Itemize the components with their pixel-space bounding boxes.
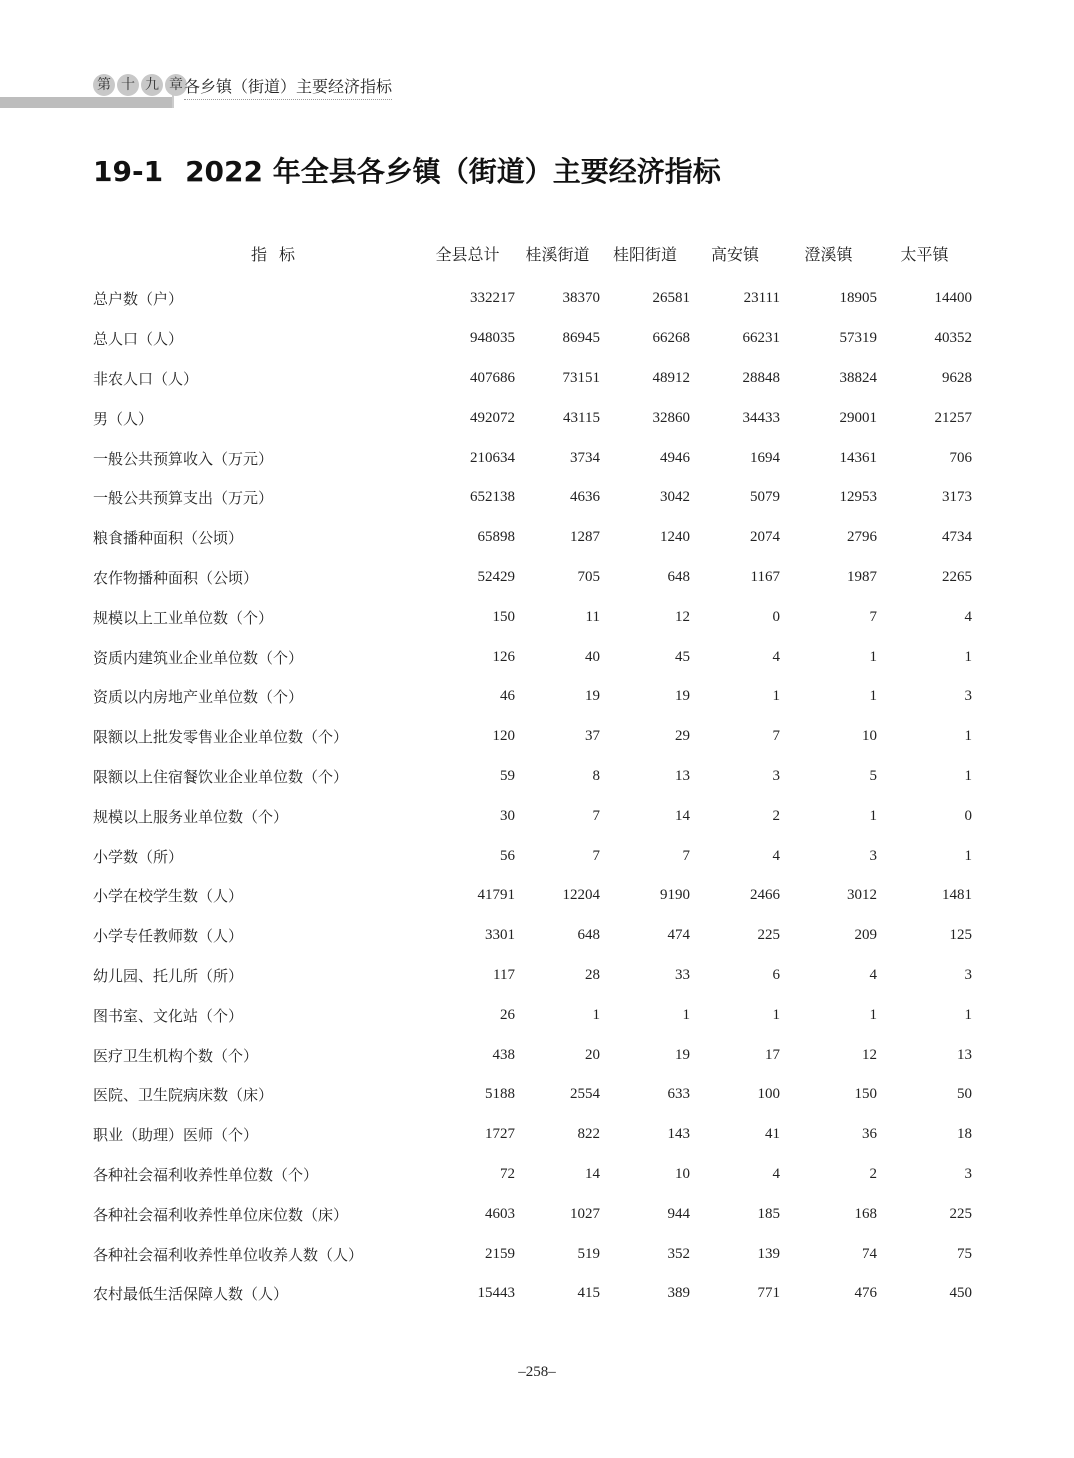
table-row [93, 916, 972, 956]
table-cell: 648 [667, 568, 690, 585]
table-cell: 1240 [660, 529, 690, 546]
table-cell: 6 [772, 966, 780, 983]
table-cell: 26581 [652, 290, 690, 307]
table-cell: 1027 [570, 1205, 600, 1222]
chapter-char: 第 [93, 74, 115, 96]
table-cell: 0 [964, 807, 972, 824]
column-header: 澄溪镇 [804, 244, 853, 264]
table-row [93, 995, 972, 1035]
table-cell: 100 [757, 1086, 780, 1103]
table-cell: 38370 [562, 290, 600, 307]
table-cell: 14 [675, 807, 690, 824]
table-row [93, 518, 972, 558]
table-cell: 19 [675, 1046, 690, 1063]
table-cell: 40 [585, 648, 600, 665]
table-cell: 1987 [847, 568, 877, 585]
table-row [93, 637, 972, 677]
row-label: 小学在校学生数（人） [93, 887, 244, 906]
table-cell: 126 [492, 648, 515, 665]
table-cell: 20 [585, 1046, 600, 1063]
table-cell: 1 [869, 1006, 877, 1023]
table-cell: 1167 [750, 568, 780, 585]
table-cell: 7 [682, 847, 690, 864]
table-cell: 415 [577, 1285, 600, 1302]
table-cell: 41 [765, 1126, 780, 1143]
row-label: 各种社会福利收养性单位收养人数（人） [93, 1245, 364, 1264]
table-row [93, 558, 972, 598]
table-cell: 1 [682, 1006, 690, 1023]
table-cell: 1 [869, 688, 877, 705]
chapter-char: 十 [117, 74, 139, 96]
table-cell: 66268 [652, 330, 690, 347]
table-cell: 225 [949, 1205, 972, 1222]
row-label: 总人口（人） [93, 330, 184, 349]
table-cell: 168 [854, 1205, 877, 1222]
page-number: –258– [518, 1364, 556, 1380]
table-row [93, 398, 972, 438]
table-row [93, 796, 972, 836]
table-cell: 1 [964, 728, 972, 745]
table-cell: 4 [772, 648, 780, 665]
table-cell: 1 [964, 648, 972, 665]
row-label: 粮食播种面积（公顷） [93, 529, 244, 548]
table-cell: 492072 [470, 409, 515, 426]
table-cell: 32860 [652, 409, 690, 426]
row-label: 各种社会福利收养性单位床位数（床） [93, 1205, 349, 1224]
table-cell: 1481 [942, 887, 972, 904]
table-cell: 3734 [570, 449, 600, 466]
table-cell: 143 [667, 1126, 690, 1143]
table-cell: 17 [765, 1046, 780, 1063]
table-cell: 2265 [942, 568, 972, 585]
table-cell: 117 [493, 966, 515, 983]
indicator-table [93, 238, 972, 1314]
table-cell: 1 [772, 1006, 780, 1023]
table-cell: 3 [964, 1165, 972, 1182]
row-label: 职业（助理）医师（个） [93, 1126, 259, 1145]
row-label: 规模以上服务业单位数（个） [93, 807, 289, 826]
table-cell: 2796 [847, 529, 877, 546]
table-cell: 1727 [485, 1126, 515, 1143]
table-cell: 4734 [942, 529, 972, 546]
table-cell: 75 [957, 1245, 972, 1262]
chapter-char: 九 [141, 74, 163, 96]
table-cell: 12204 [562, 887, 600, 904]
table-row [93, 717, 972, 757]
table-cell: 2554 [570, 1086, 600, 1103]
table-cell: 476 [854, 1285, 877, 1302]
running-title: 各乡镇（街道）主要经济指标 [184, 74, 392, 100]
table-cell: 352 [667, 1245, 690, 1262]
chapter-char: 章 [165, 74, 187, 96]
table-cell: 1 [869, 807, 877, 824]
table-number: 19-1 [93, 155, 164, 188]
table-cell: 771 [757, 1285, 780, 1302]
table-cell: 1 [964, 1006, 972, 1023]
table-cell: 3 [772, 767, 780, 784]
row-label: 总户数（户） [93, 290, 184, 309]
table-row [93, 876, 972, 916]
table-cell: 43115 [563, 409, 600, 426]
table-cell: 652138 [470, 489, 515, 506]
table-cell: 9628 [942, 369, 972, 386]
table-row [93, 597, 972, 637]
table-cell: 40352 [934, 330, 972, 347]
row-label: 小学专任教师数（人） [93, 927, 244, 946]
table-cell: 150 [854, 1086, 877, 1103]
table-cell: 209 [854, 927, 877, 944]
table-cell: 3012 [847, 887, 877, 904]
table-cell: 4 [772, 847, 780, 864]
table-cell: 2 [869, 1165, 877, 1182]
table-cell: 1 [772, 688, 780, 705]
row-label: 非农人口（人） [93, 369, 199, 388]
table-cell: 2 [772, 807, 780, 824]
row-label: 限额以上批发零售业企业单位数（个） [93, 728, 349, 747]
table-cell: 450 [949, 1285, 972, 1302]
table-cell: 1 [964, 847, 972, 864]
table-cell: 28848 [742, 369, 780, 386]
table-cell: 59 [500, 767, 515, 784]
table-cell: 65898 [477, 529, 515, 546]
table-cell: 3 [964, 966, 972, 983]
table-cell: 10 [862, 728, 877, 745]
table-cell: 407686 [470, 369, 515, 386]
table-cell: 26 [500, 1006, 515, 1023]
table-cell: 52429 [477, 568, 515, 585]
table-cell: 38824 [839, 369, 877, 386]
column-header: 桂阳街道 [612, 244, 677, 264]
table-cell: 12 [675, 608, 690, 625]
table-cell: 474 [667, 927, 690, 944]
table-cell: 37 [585, 728, 600, 745]
column-header: 全县总计 [435, 244, 500, 264]
column-header: 指标 [250, 244, 307, 264]
table-cell: 48912 [652, 369, 690, 386]
table-row [93, 1075, 972, 1115]
table-cell: 633 [667, 1086, 690, 1103]
table-row [93, 478, 972, 518]
table-cell: 74 [862, 1245, 877, 1262]
table-cell: 1287 [570, 529, 600, 546]
row-label: 资质内建筑业企业单位数（个） [93, 648, 304, 667]
row-label: 医院、卫生院病床数（床） [93, 1086, 274, 1105]
table-cell: 4636 [570, 489, 600, 506]
table-row [93, 1274, 972, 1314]
table-cell: 10 [675, 1165, 690, 1182]
table-cell: 3 [869, 847, 877, 864]
table-cell: 14400 [934, 290, 972, 307]
table-cell: 18905 [839, 290, 877, 307]
table-cell: 185 [757, 1205, 780, 1222]
table-cell: 7 [869, 608, 877, 625]
table-cell: 14361 [839, 449, 877, 466]
column-header: 桂溪街道 [525, 244, 590, 264]
row-label: 一般公共预算支出（万元） [93, 489, 274, 508]
table-cell: 4 [772, 1165, 780, 1182]
table-row [93, 279, 972, 319]
table-cell: 822 [577, 1126, 600, 1143]
table-title: 2022 年全县各乡镇（街道）主要经济指标 [185, 155, 721, 188]
table-cell: 705 [577, 568, 600, 585]
table-cell: 46 [500, 688, 515, 705]
table-cell: 73151 [562, 369, 600, 386]
table-cell: 34433 [742, 409, 780, 426]
table-cell: 7 [772, 728, 780, 745]
table-cell: 33 [675, 966, 690, 983]
table-cell: 5 [869, 767, 877, 784]
table-cell: 5079 [750, 489, 780, 506]
table-cell: 23111 [743, 290, 780, 307]
table-header [93, 238, 972, 268]
column-header: 太平镇 [900, 244, 949, 264]
table-cell: 7 [592, 847, 600, 864]
table-row [93, 319, 972, 359]
table-cell: 12 [862, 1046, 877, 1063]
table-cell: 3301 [485, 927, 515, 944]
table-cell: 120 [492, 728, 515, 745]
table-cell: 4946 [660, 449, 690, 466]
table-cell: 9190 [660, 887, 690, 904]
table-row [93, 1234, 972, 1274]
table-cell: 0 [772, 608, 780, 625]
table-cell: 41791 [477, 887, 515, 904]
column-header: 高安镇 [710, 244, 759, 264]
table-cell: 3042 [660, 489, 690, 506]
table-cell: 3173 [942, 489, 972, 506]
table-cell: 8 [592, 767, 600, 784]
table-row [93, 359, 972, 399]
table-row [93, 1155, 972, 1195]
row-label: 规模以上工业单位数（个） [93, 608, 274, 627]
table-row [93, 836, 972, 876]
table-row [93, 956, 972, 996]
row-label: 图书室、文化站（个） [93, 1006, 244, 1025]
table-cell: 150 [492, 608, 515, 625]
table-cell: 332217 [470, 290, 515, 307]
table-cell: 4603 [485, 1205, 515, 1222]
table-cell: 210634 [470, 449, 515, 466]
table-cell: 5188 [485, 1086, 515, 1103]
table-row [93, 677, 972, 717]
table-cell: 29001 [839, 409, 877, 426]
table-cell: 2074 [750, 529, 780, 546]
header-bar [0, 97, 172, 108]
table-cell: 1 [592, 1006, 600, 1023]
table-row [93, 757, 972, 797]
row-label: 男（人） [93, 409, 154, 428]
table-cell: 18 [957, 1126, 972, 1143]
table-cell: 13 [675, 767, 690, 784]
table-cell: 944 [667, 1205, 690, 1222]
table-cell: 56 [500, 847, 515, 864]
page-title [93, 150, 721, 190]
row-label: 一般公共预算收入（万元） [93, 449, 274, 468]
row-label: 医疗卫生机构个数（个） [93, 1046, 259, 1065]
table-cell: 1 [964, 767, 972, 784]
table-cell: 11 [585, 608, 600, 625]
table-cell: 72 [500, 1165, 515, 1182]
table-cell: 21257 [934, 409, 972, 426]
table-cell: 139 [757, 1245, 780, 1262]
table-cell: 2159 [485, 1245, 515, 1262]
table-cell: 225 [757, 927, 780, 944]
table-cell: 438 [492, 1046, 515, 1063]
table-cell: 3 [964, 688, 972, 705]
table-cell: 57319 [839, 330, 877, 347]
table-cell: 28 [585, 966, 600, 983]
row-label: 农村最低生活保障人数（人） [93, 1285, 289, 1304]
table-cell: 4 [964, 608, 972, 625]
table-cell: 19 [675, 688, 690, 705]
table-row [93, 438, 972, 478]
table-cell: 4 [869, 966, 877, 983]
table-cell: 948035 [470, 330, 515, 347]
table-cell: 14 [585, 1165, 600, 1182]
table-cell: 389 [667, 1285, 690, 1302]
table-cell: 706 [949, 449, 972, 466]
chapter-label [93, 74, 187, 96]
table-cell: 45 [675, 648, 690, 665]
table-cell: 13 [957, 1046, 972, 1063]
table-cell: 29 [675, 728, 690, 745]
table-body [93, 279, 972, 1314]
table-cell: 30 [500, 807, 515, 824]
table-cell: 7 [592, 807, 600, 824]
table-cell: 125 [949, 927, 972, 944]
table-cell: 66231 [742, 330, 780, 347]
table-cell: 15443 [477, 1285, 515, 1302]
table-row [93, 1194, 972, 1234]
table-row [93, 1035, 972, 1075]
table-cell: 519 [577, 1245, 600, 1262]
row-label: 小学数（所） [93, 847, 184, 866]
table-cell: 1694 [750, 449, 780, 466]
table-cell: 1 [869, 648, 877, 665]
table-cell: 36 [862, 1126, 877, 1143]
row-label: 限额以上住宿餐饮业企业单位数（个） [93, 767, 349, 786]
table-cell: 12953 [839, 489, 877, 506]
table-cell: 19 [585, 688, 600, 705]
row-label: 各种社会福利收养性单位数（个） [93, 1165, 319, 1184]
table-cell: 648 [577, 927, 600, 944]
table-cell: 86945 [562, 330, 600, 347]
table-row [93, 1115, 972, 1155]
table-cell: 50 [957, 1086, 972, 1103]
row-label: 农作物播种面积（公顷） [93, 568, 259, 587]
row-label: 资质以内房地产业单位数（个） [93, 688, 304, 707]
table-cell: 2466 [750, 887, 780, 904]
row-label: 幼儿园、托儿所（所） [93, 966, 244, 985]
